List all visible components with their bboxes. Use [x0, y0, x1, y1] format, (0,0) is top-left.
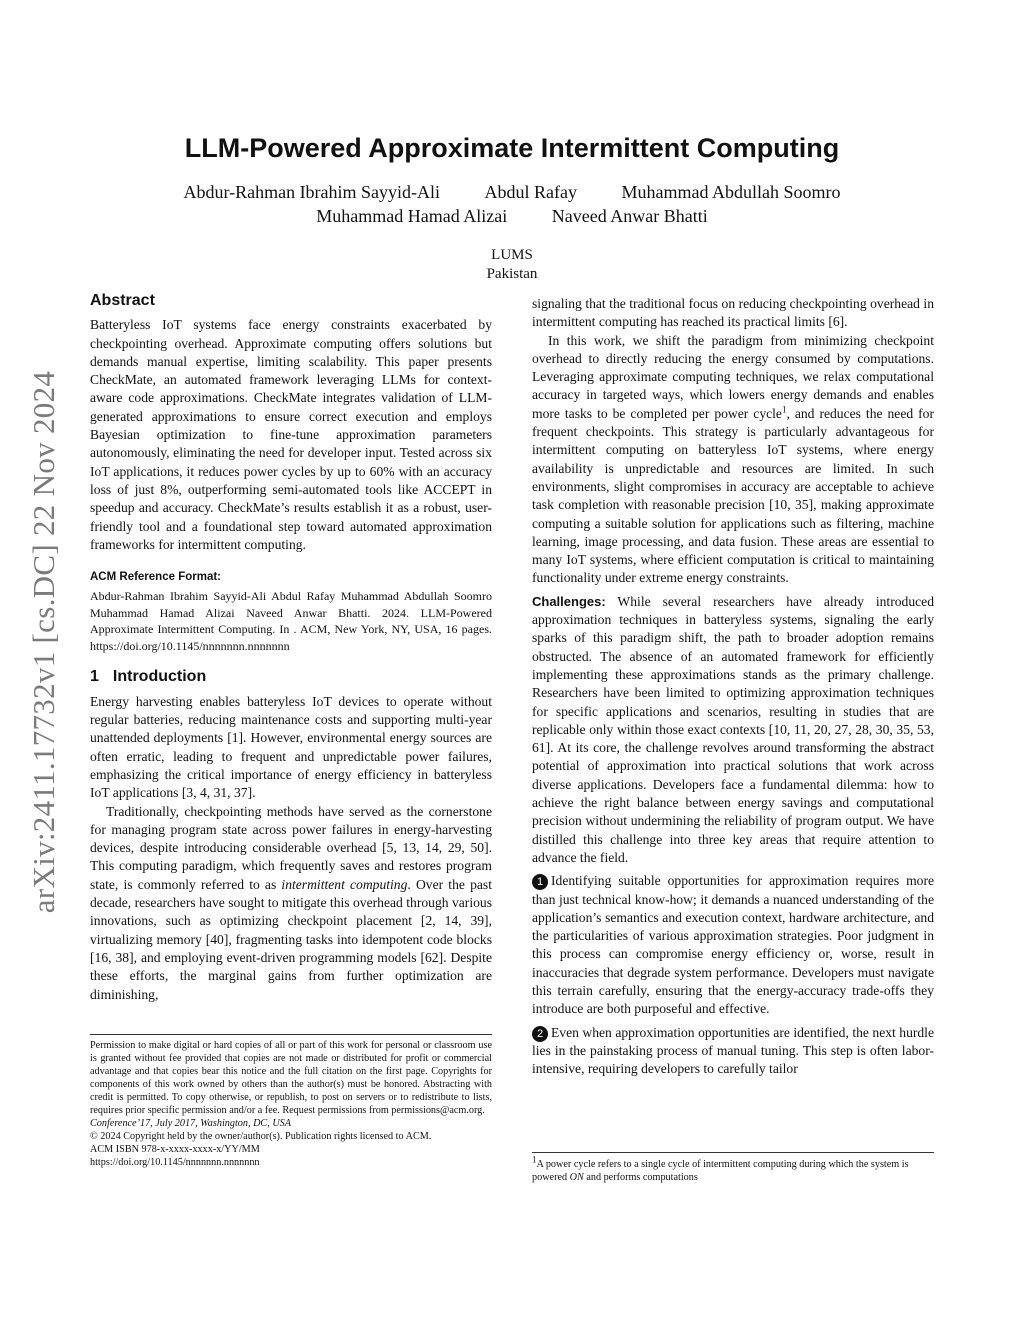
paradigm-text-b: , and reduces the need for frequent checkpoints. This strategy is particularly advantageous for intermittent computing on batteryless IoT systems, where energy availability is unpredictable and resources are limited. In such environments, slight compromises in accuracy are acceptable to achieve task completion with reasonable precision [10, 35], making approximate computing a suitable solution for applications such as filtering, machine learning, image processing, and data fusion. These areas are essential to many IoT systems, where efficient computation is critical to maintaining functionality under extreme energy constraints.: [532, 405, 934, 586]
circled-number-2-icon: 2: [532, 1026, 548, 1042]
intro-paragraph-1: Energy harvesting enables batteryless IoT devices to operate without regular batteries, reducing maintenance costs and supporting multi-year unattended deployments [1]. However, environmental energy sources are often erratic, leading to frequent and unpredictable power failures, emphasizing the critical importance of energy efficiency in batteryless IoT applications [3, 4, 31, 37].: [90, 693, 492, 801]
footnote-text-b: and performs computations: [583, 1172, 698, 1183]
abstract-heading: Abstract: [90, 292, 155, 309]
left-column: [90, 292, 492, 1004]
author-name: Muhammad Hamad Alizai: [316, 206, 508, 226]
section-number: 1: [90, 668, 99, 686]
intro-p2-emphasis: intermittent computing: [281, 876, 408, 892]
circled-number-1-icon: 1: [532, 874, 548, 890]
acm-reference-heading: ACM Reference Format:: [90, 571, 221, 584]
challenge-item-1-text: Identifying suitable opportunities for approximation requires more than just technical know-how; it demands a nuanced understanding of the application’s semantics and execution context, hardware architecture, and the particularities of various approximation strategies. Poor judgment in this process can compromise energy efficiency or, worse, result in inaccuracies that degrade system performance. Developers must navigate this terrain carefully, ensuring that the energy-accuracy trade-offs they introduce are both purposeful and effective.: [532, 873, 934, 1017]
author-name: Muhammad Abdullah Soomro: [621, 182, 841, 202]
right-column: [532, 295, 934, 1078]
permission-notice: [90, 1034, 492, 1169]
challenge-item-1: [532, 872, 934, 1018]
section-heading-introduction: [90, 668, 492, 686]
affiliation-country: Pakistan: [486, 266, 538, 282]
section-title: Introduction: [112, 668, 207, 686]
abstract-text: Batteryless IoT systems face energy constraints exacerbated by checkpointing overhead. Approximate computing offers solutions but demands manual expertise, limiting scalability. This paper presents CheckMate, an automated framework leveraging LLMs for context-aware code approximations. CheckMate integrates validation of LLM-generated approximations to ensure correct execution and employs Bayesian optimization to fine-tune approximation parameters autonomously, eliminating the need for developer input. Tested across six IoT applications, it reduces power cycles by up to 60% with an accuracy loss of just 8%, outperforming semi-automated tools like ACCEPT in speedup and accuracy. CheckMate’s results establish it as a robust, user-friendly tool and a foundational step toward automated approximation frameworks for intermittent computing.: [90, 317, 492, 552]
isbn-line: ACM ISBN 978-x-xxxx-xxxx-x/YY/MM: [90, 1144, 260, 1155]
paper-title: LLM-Powered Approximate Intermittent Computing: [184, 133, 840, 163]
intro-p2-text-b: . Over the past decade, researchers have sought to mitigate this overhead through various innovations, such as optimizing checkpoint placement [2, 14, 39], virtualizing memory [40], fragmenting tasks into idempotent code blocks [16, 38], and employing event-driven programming models [62]. Despite these efforts, the marginal gains from further optimization are diminishing,: [90, 876, 492, 1002]
challenge-item-2: [532, 1024, 934, 1079]
arxiv-identifier-text: arXiv:2411.17732v1 [cs.DC] 22 Nov 2024: [26, 370, 61, 914]
copyright-line: © 2024 Copyright held by the owner/author(s). Publication rights licensed to ACM.: [90, 1131, 432, 1142]
challenges-paragraph: [532, 593, 934, 867]
paradigm-shift-paragraph: [532, 332, 934, 588]
author-name: Abdul Rafay: [484, 182, 578, 202]
footnote-text-a: A power cycle refers to a single cycle of intermittent computing during which the system is powered: [532, 1159, 909, 1183]
continuation-paragraph: signaling that the traditional focus on reducing checkpointing overhead in intermittent computing has reached its practical limits [6].: [532, 296, 934, 330]
doi-line: https://doi.org/10.1145/nnnnnnn.nnnnnnn: [90, 1157, 260, 1168]
arxiv-identifier-stamp: [18, 342, 70, 942]
challenges-label: Challenges:: [532, 593, 606, 609]
conference-line: Conference’17, July 2017, Washington, DC, USA: [90, 1118, 291, 1129]
author-line-1: [0, 182, 1024, 203]
challenge-item-2-text: Even when approximation opportunities are identified, the next hurdle lies in the painstaking process of manual tuning. This step is often labor-intensive, requiring developers to carefully tailor: [532, 1024, 934, 1077]
acm-reference-text: Abdur-Rahman Ibrahim Sayyid-Ali Abdul Rafay Muhammad Abdullah Soomro Muhammad Hamad Alizai Naveed Anwar Bhatti. 2024. LLM-Powered Approximate Intermittent Computing. In . ACM, New York, NY, USA, 16 pages. https://doi.org/10.1145/nnnnnnn.nnnnnnn: [90, 589, 492, 653]
intro-paragraph-2: [90, 803, 492, 1004]
permission-text: Permission to make digital or hard copies of all or part of this work for personal or classroom use is granted without fee provided that copies are not made or distributed for profit or commercial advantage and that copies bear this notice and the full citation on the first page. Copyrights for components of this work owned by others than the author(s) must be honored. Abstracting with credit is permitted. To copy otherwise, or republish, to post on servers or to redistribute to lists, requires prior specific permission and/or a fee. Request permissions from permissions@acm.org.: [90, 1040, 492, 1116]
affiliation-org: LUMS: [491, 247, 533, 263]
challenges-text: While several researchers have already introduced approximation techniques in batteryless systems, signaling the early sparks of this paradigm shift, the path to broader adoption remains obstructed. The absence of an automated framework for efficiently implementing these approximations stands as the primary challenge. Researchers have been limited to optimizing approximation techniques for specific applications and scenarios, resulting in studies that are replicable only within those exact contexts [10, 11, 20, 27, 28, 30, 35, 53, 61]. At its core, the challenge revolves around transforming the abstract potential of approximation into practical solutions that work across diverse applications. Developers face a fundamental dilemma: how to achieve the right balance between energy savings and computational precision without undermining the reliability of program output. We have distilled this challenge into three key areas that require attention to advance the field.: [532, 593, 934, 865]
affiliation: [0, 246, 1024, 284]
paradigm-text-a: In this work, we shift the paradigm from minimizing checkpoint overhead to directly reducing the energy consumed by computations. Leveraging approximate computing techniques, we relax computational accuracy in targeted ways, which lowers energy demands and enables more tasks to be completed per power cycle: [532, 332, 934, 421]
author-name: Naveed Anwar Bhatti: [551, 206, 708, 226]
author-name: Abdur-Rahman Ibrahim Sayyid-Ali: [183, 182, 441, 202]
author-line-2: [0, 206, 1024, 227]
footnote-emphasis: ON: [569, 1172, 584, 1183]
footnote-number: 1: [532, 1154, 537, 1165]
footnote-marker: 1: [781, 404, 787, 415]
intro-p2-text-a: Traditionally, checkpointing methods have served as the cornerstone for managing program state across power failures in energy-harvesting devices, despite introducing considerable overhead [5, 13, 14, 29, 50]. This computing paradigm, which frequently saves and restores program state, is commonly referred to as: [90, 803, 492, 892]
footnote: [532, 1152, 934, 1184]
